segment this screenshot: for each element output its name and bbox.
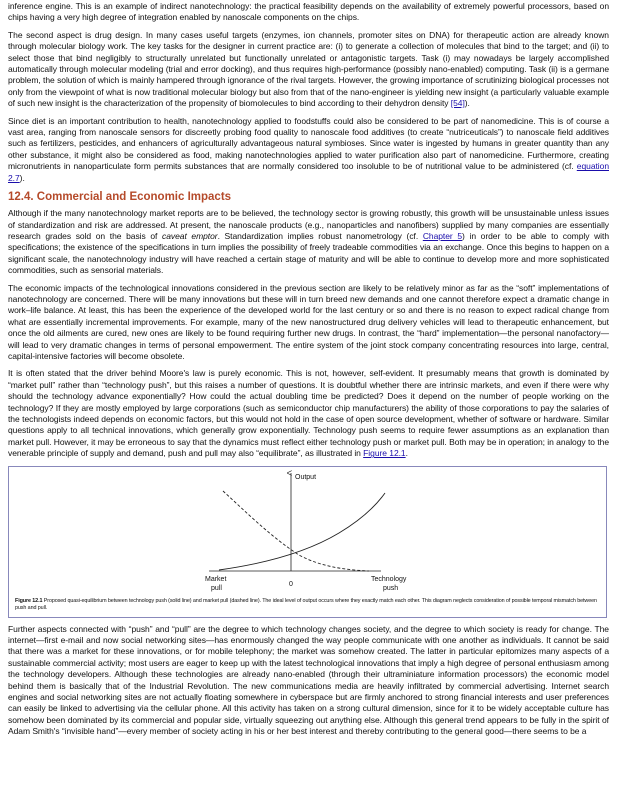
technology-push-curve [219, 493, 385, 570]
paragraph-text: inference engine. This is an example of indirect nanotechnology: the practical feasibility depends on the availability of extremely powerful processors, based on chips having a very high degree of integration enabled by nanoscale components on the chips. [8, 1, 609, 23]
paragraph-text: ). [464, 98, 470, 109]
push-pull-diagram [9, 467, 606, 617]
paragraph-text: . Standardization implies robust nanometrology (cf. [217, 230, 423, 241]
chapter-link[interactable]: Chapter 5 [422, 230, 463, 241]
caption-label: Figure 12.1 [15, 597, 43, 604]
market-pull-label: Market [205, 575, 227, 583]
figure-link[interactable]: Figure 12.1 [363, 448, 406, 459]
paragraph-text: Further aspects connected with “push” and “pull” are the degree to which technology changes society, and the degree to which society is ready for change. The internet—first e-mail and now social networking sites—has enormously changed the way people communicate with one another as individuals. It cannot be said that there was a market for these innovations, or for mobile telephony; the market was somehow created. The latter in particular epitomizes many aspects of a sustainable commercial activity; most users are eager to keep up with the latest technological innovations that imply a high degree of personal enthusiasm among the technology developers. Although these technologies are already nano-enabled (through their ultraminiature information processors) the economic model behind them is basically that of the Industrial Revolution. The new communications media are heavily infiltrated by commercial advertising. Internet search engines and social networking sites are not actually floating somewhere in cyberspace but are firmly anchored to strong financial interests and user preferences can easily be linked to advertising via the cellular phone. All this activity has taken on a strong cultural dimension, since for it to be widely acceptable culture has somehow been dominated by its commercial and popular side, virtually squeezing out anything else. Although this general trend appears to be fully in the spirit of Adam Smith's “invisible hand”—every member of society acting in his or her best interest and thereby contributing to the general good—there seems to be a [8, 623, 609, 737]
section-heading: 12.4. Commercial and Economic Impacts [8, 191, 232, 204]
paragraph-text: . [405, 448, 408, 459]
figure-caption [15, 598, 601, 612]
y-axis-label: Output [295, 473, 317, 481]
figure-12-1 [8, 466, 607, 618]
paragraph-text: The second aspect is drug design. In many cases useful targets (enzymes, ion channels, promoter sites on DNA) for therapeutic action are already known through molecular biology work. The key tasks for the designer in current practice are: (i) to generate a collection of molecules that bind to the target; and (ii) to select those that bind negligibly to structurally unrelated but functionally unrelated or antagonistic targets. Task (i) may nowadays be largely accomplished automatically through molecular modeling (trial and error docking), and thus requires high-performance (possibly nano-enabled) computing. Task (ii) is a germane problem, the solution of which is mainly hampered through ignorance of the rival targets. However, the growing importance of scrutinizing biological processes not only from the viewpoint of what is now traditional molecular biology but also from that of the nano-engineer is yielding new insight (a particularly valuable example of such new insight is the characterization of the propensity of biomolecules to bind according to their dehydron density [8, 29, 609, 109]
paragraph-text: It is often stated that the driver behind Moore's law is purely economic. This is not, however, self-evident. It presumably means that growth is dominated by “market pull” rather than “technology push”, but this raises a number of questions. It is doubtful whether there are intrinsic markets, and even if there were why should the technology advance exponentially? How could the actual doubling time be predicted? Does it depend on the number of people working on the technology? If they are mostly employed by large corporations (such as semiconductor chip manufacturers) the ability of those corporations to pay the salaries of the technologists indeed depends on economic factors, but this would not hold in the case of open source development, whether of software or hardware. Similar questions apply to all technical innovations, which generally grow exponentially. Technology push seems to require fewer assumptions as an explanation than market pull. However, it may be erroneous to say that the dynamics must reflect either technology push or market pull. Both may be in operation; in analogy to the venerable principle of supply and demand, push and pull may also “equilibrate”, as illustrated in [8, 368, 609, 459]
paragraph [8, 624, 609, 738]
paragraph-text: Although if the many nanotechnology market reports are to be believed, the technology sector is growing robustly, this growth will be unsustainable unless issues of standardization and risk are addressed. At present, the nanoscale products (e.g., nanoparticles and nanofibers) supplied by many companies are essentially research grades sold on the basis of [8, 208, 609, 241]
equation-link[interactable]: equation 2.7 [8, 161, 609, 183]
emphasis-text: caveat emptor [162, 230, 218, 241]
caption-text: Proposed quasi-equilibrium between technology push (solid line) and market pull (dashed line). The ideal level of output occurs where they exactly match each other. This diagram neglects consideration of possible temporal mismatch between push and pull. [15, 597, 597, 611]
paragraph [8, 116, 609, 184]
origin-label: 0 [289, 580, 293, 588]
paragraph [8, 283, 609, 363]
paragraph [8, 368, 609, 459]
paragraph-text: ) in order to be able to comply with specifications; the existence of the specifications in turn implies the possibility of freely tradeable commodities via an exchange. Once this begins to happen on a significant scale, the nanotechnology industry will have reached a certain stage of maturity and will be able to continue to develop more and more sophisticated commodities, such as sensorial materials. [8, 230, 609, 276]
market-pull-label-2: pull [211, 584, 222, 592]
paragraph-text: ). [19, 172, 25, 183]
technology-push-label-2: push [383, 584, 399, 592]
reference-link[interactable]: [54] [450, 98, 465, 109]
paragraph [8, 30, 609, 110]
document-page [0, 1, 617, 738]
market-pull-curve [223, 491, 369, 571]
technology-push-label: Technology [371, 575, 407, 583]
paragraph [8, 208, 609, 276]
paragraph [8, 1, 609, 24]
paragraph-text: The economic impacts of the technological innovations considered in the previous section are likely to be relatively minor as far as the “soft” implementations of nanotechnology are concerned. There will be many innovations but these will in turn breed new demands and one cannot therefore expect a dramatic change in work–life balance. At least, this has been the experience of the developed world for the last century or so and there is no reason to expect radical change from what are essentially incremental improvements. For example, many of the new nanostructured drug delivery vehicles will lead to therapeutic enhancement, but once the old ailments are cured, new ones are likely to be found requiring further new drugs. In contrast, the “hard” implementation—the personal nanofactory—will lead to very dramatic changes in terms of personal empowerment. The entire system of the joint stock company concentrating resources into large, central, capital-intensive factories will become obsolete. [8, 282, 609, 361]
paragraph-text: Since diet is an important contribution to health, nanotechnology applied to foodstuffs could also be considered to be part of nanomedicine. This is of course a vast area, ranging from nanoscale sensors for discreetly probing food quality to nanoscale food additives (to create “nutriceuticals”) to nanoscale field additives such as fertilizers, pesticides, and enhancers of agriculturally advantageous natural symbioses. Since water is ingested by humans in greater quantity than any other substance, it might also be considered as food, making nanotechnologies applied to water purification also part of nanomedicine. Furthermore, creating micronutrients in nanoparticulate form permits substances that are normally considered too insoluble to be of nutritional value to be administered (cf. [8, 115, 609, 172]
